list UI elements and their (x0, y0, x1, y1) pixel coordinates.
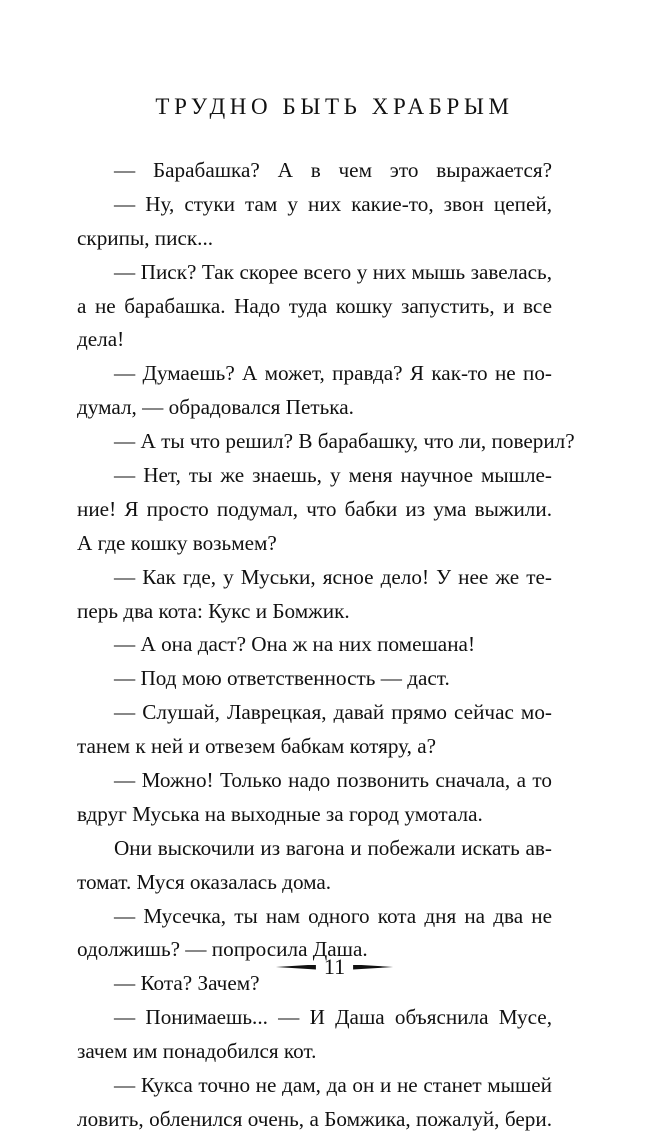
text-line: — Под мою ответственность — даст. (114, 666, 450, 691)
text-line: ние! Я просто подумал, что бабки из ума выжили. (77, 496, 552, 521)
text-line: перь два кота: Кукс и Бомжик. (77, 598, 350, 623)
text-line: ловить, обленился очень, а Бомжика, пожалуй, бери. (77, 1106, 552, 1131)
text-line: скрипы, писк... (77, 225, 214, 250)
text-line: томат. Муся оказалась дома. (77, 869, 332, 894)
text-line: а не барабашка. Надо туда кошку запустить, и все (77, 293, 552, 318)
text-line: — Нет, ты же знаешь, у меня научное мышле- (114, 463, 552, 488)
text-line: — Слушай, Лаврецкая, давай прямо сейчас мо- (114, 700, 552, 725)
text-line: зачем им понадобился кот. (77, 1039, 317, 1064)
page-folio (0, 950, 669, 984)
text-line: дела! (77, 327, 125, 352)
text-line: А где кошку возьмем? (77, 530, 277, 555)
page-number: 11 (323, 954, 346, 979)
text-line: — Кукса точно не дам, да он и не станет мышей (114, 1073, 552, 1098)
text-line: — Думаешь? А может, правда? Я как-то не по- (114, 361, 552, 386)
text-line: танем к ней и отвезем бабкам котяру, а? (77, 734, 437, 759)
body-text (77, 154, 575, 1137)
text-line: думал, — обрадовался Петька. (77, 395, 354, 420)
text-line: одолжишь? — попросила Даша. (77, 937, 368, 962)
running-title: ТРУДНО БЫТЬ ХРАБРЫМ (155, 94, 514, 119)
text-line: Они выскочили из вагона и побежали искать ав- (114, 835, 552, 860)
text-line: — Мусечка, ты нам одного кота дня на два не (114, 903, 552, 928)
text-line: — Кота? Зачем? (114, 971, 260, 996)
folio-group (276, 950, 393, 984)
text-line: — Ну, стуки там у них какие-то, звон цепей, (114, 191, 552, 216)
text-line: вдруг Муська на выходные за город умотала. (77, 801, 483, 826)
text-line: — А ты что решил? В барабашку, что ли, поверил? (114, 429, 575, 454)
text-line: — Понимаешь... — И Даша объяснила Мусе, (114, 1005, 552, 1030)
text-line: — А она даст? Она ж на них помешана! (114, 632, 476, 657)
text-line: — Как где, у Муськи, ясное дело! У нее же те- (114, 564, 552, 589)
folio-ornament-left (276, 965, 316, 970)
text-line: — Барабашка? А в чем это выражается? (114, 158, 552, 182)
text-line: — Писк? Так скорее всего у них мышь завелась, (114, 259, 552, 284)
text-line: — Можно! Только надо позвонить сначала, а то (114, 768, 552, 793)
folio-ornament-right (353, 965, 393, 970)
